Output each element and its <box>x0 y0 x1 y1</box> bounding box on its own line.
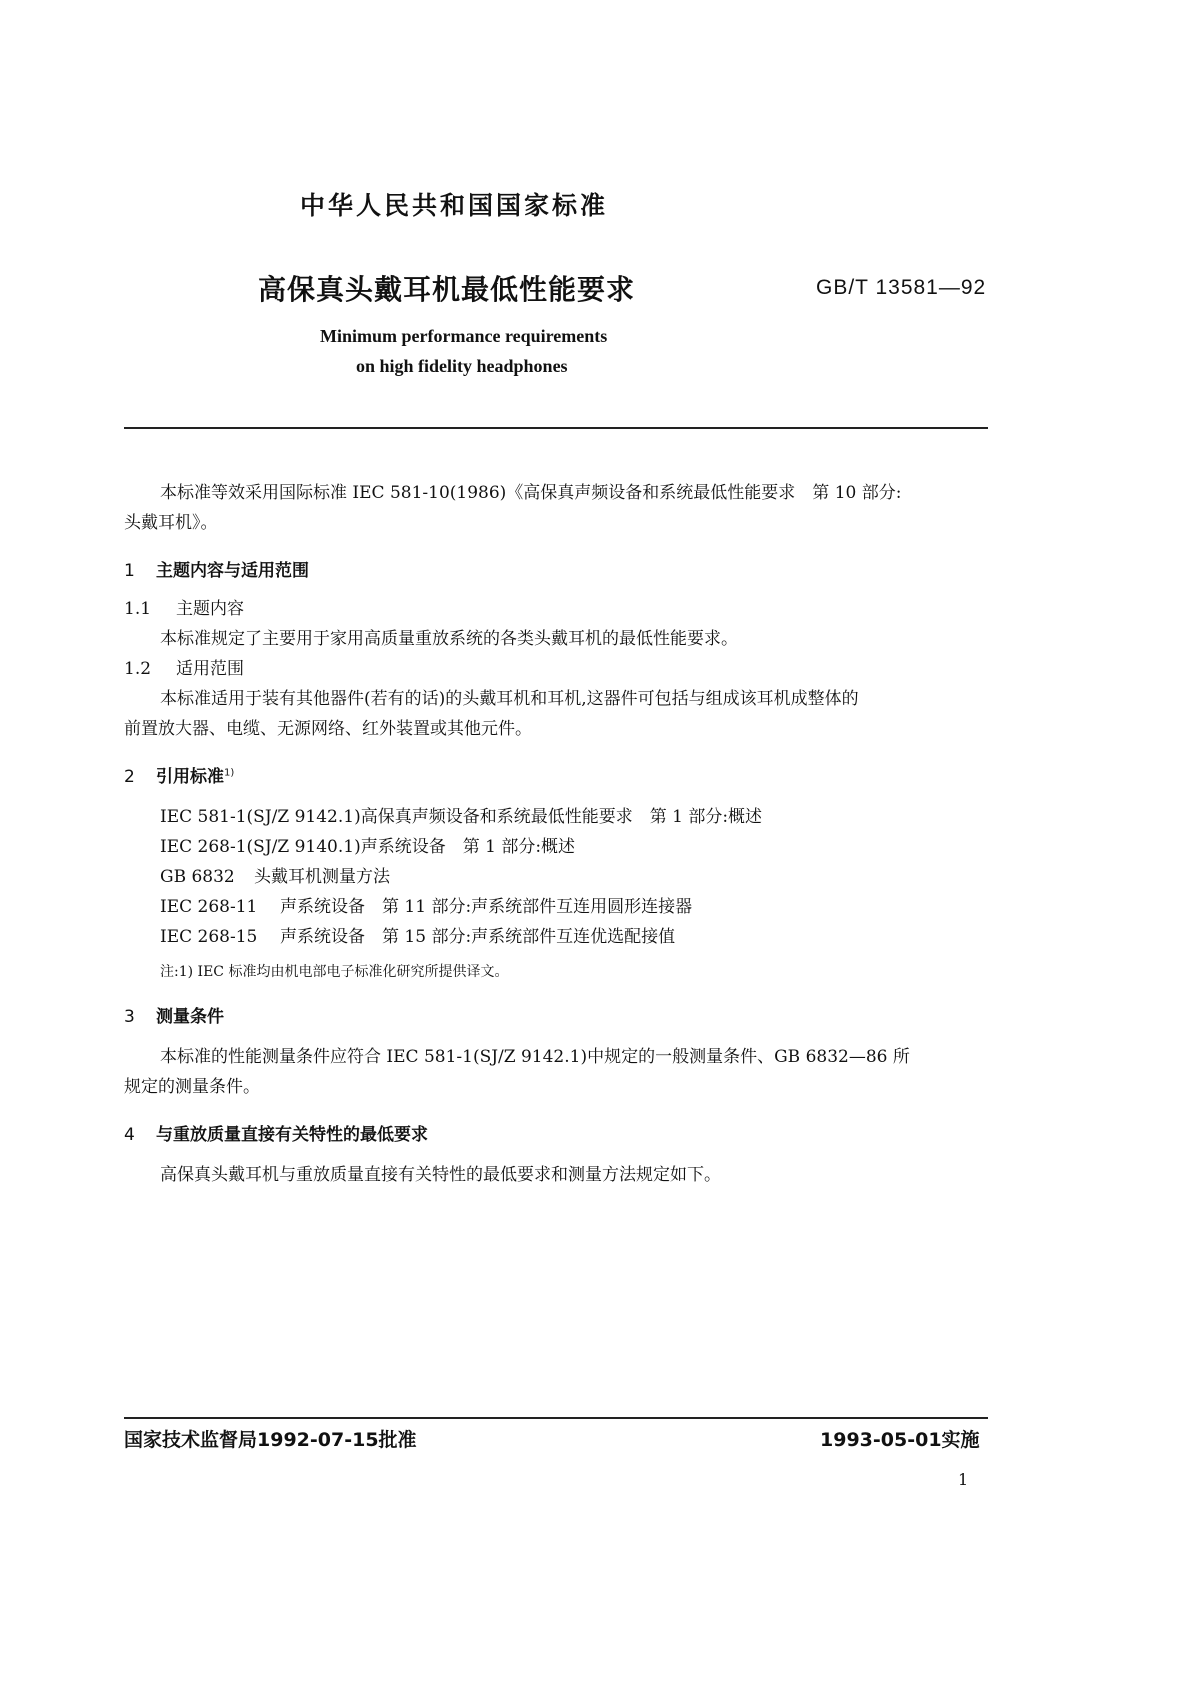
reference-item <box>160 832 575 862</box>
reference-item <box>160 862 390 892</box>
reference-title: 头戴耳机测量方法 <box>254 867 390 887</box>
section-3-text-line2: 规定的测量条件。 <box>124 1077 260 1097</box>
section-number: 3 <box>124 1007 135 1027</box>
authority-title: 中华人民共和国国家标准 <box>300 191 609 220</box>
section-title: 引用标准 <box>156 767 224 787</box>
section-title: 与重放质量直接有关特性的最低要求 <box>156 1125 428 1145</box>
section-title: 主题内容与适用范围 <box>156 561 309 581</box>
subsection-title: 适用范围 <box>176 659 244 679</box>
subsection-title: 主题内容 <box>176 599 244 619</box>
page-number: 1 <box>958 1470 969 1489</box>
reference-title: 声系统设备 第 1 部分:概述 <box>360 837 576 857</box>
subsection-1-1-text: 本标准规定了主要用于家用高质量重放系统的各类头戴耳机的最低性能要求。 <box>160 629 738 649</box>
approval-info: 国家技术监督局1992-07-15批准 <box>124 1429 417 1451</box>
section-number: 2 <box>124 767 135 787</box>
footnote-marker: 1) <box>224 767 235 779</box>
footnote: 注:1) IEC 标准均由机电部电子标准化研究所提供译文。 <box>160 964 509 980</box>
intro-line1: 本标准等效采用国际标准 IEC 581-10(1986)《高保真声频设备和系统最低性能要求 第 10 部分: <box>160 483 902 503</box>
reference-title: 声系统设备 第 11 部分:声系统部件互连用圆形连接器 <box>280 897 693 917</box>
reference-item <box>160 892 692 922</box>
reference-title: 声系统设备 第 15 部分:声系统部件互连优选配接值 <box>280 927 676 947</box>
reference-item <box>160 922 675 952</box>
subsection-1-2-text-line1: 本标准适用于装有其他器件(若有的话)的头戴耳机和耳机,这器件可包括与组成该耳机成整体的 <box>160 689 859 709</box>
document-title: 高保真头戴耳机最低性能要求 <box>258 273 636 306</box>
subsection-1-2-heading <box>124 654 244 684</box>
english-title-line2: on high fidelity headphones <box>356 356 568 376</box>
section-2-heading <box>124 762 234 787</box>
intro-line2: 头戴耳机》。 <box>124 513 218 533</box>
reference-code: IEC 268-1(SJ/Z 9140.1) <box>160 837 361 857</box>
section-4-heading <box>124 1120 428 1145</box>
english-title-line1: Minimum performance requirements <box>320 326 608 346</box>
section-3-heading <box>124 1002 224 1027</box>
subsection-1-1-heading <box>124 594 244 624</box>
reference-code: GB 6832 <box>160 867 235 887</box>
header-divider <box>124 427 988 429</box>
subsection-number: 1.2 <box>124 659 152 679</box>
reference-code: IEC 581-1(SJ/Z 9142.1) <box>160 807 361 827</box>
standard-number: GB/T 13581—92 <box>816 276 987 299</box>
subsection-1-2-text-line2: 前置放大器、电缆、无源网络、红外装置或其他元件。 <box>124 719 532 739</box>
section-1-heading <box>124 556 309 581</box>
section-number: 4 <box>124 1125 135 1145</box>
reference-code: IEC 268-11 <box>160 897 258 917</box>
section-title: 测量条件 <box>156 1007 224 1027</box>
reference-code: IEC 268-15 <box>160 927 258 947</box>
effective-date: 1993-05-01实施 <box>820 1429 980 1451</box>
reference-title: 高保真声频设备和系统最低性能要求 第 1 部分:概述 <box>360 807 763 827</box>
footer-divider <box>124 1417 988 1419</box>
section-3-text-line1: 本标准的性能测量条件应符合 IEC 581-1(SJ/Z 9142.1)中规定的一般测量条件、GB 6832—86 所 <box>160 1047 910 1067</box>
subsection-number: 1.1 <box>124 599 152 619</box>
section-4-text: 高保真头戴耳机与重放质量直接有关特性的最低要求和测量方法规定如下。 <box>160 1165 721 1185</box>
reference-item <box>160 802 762 832</box>
section-number: 1 <box>124 561 135 581</box>
